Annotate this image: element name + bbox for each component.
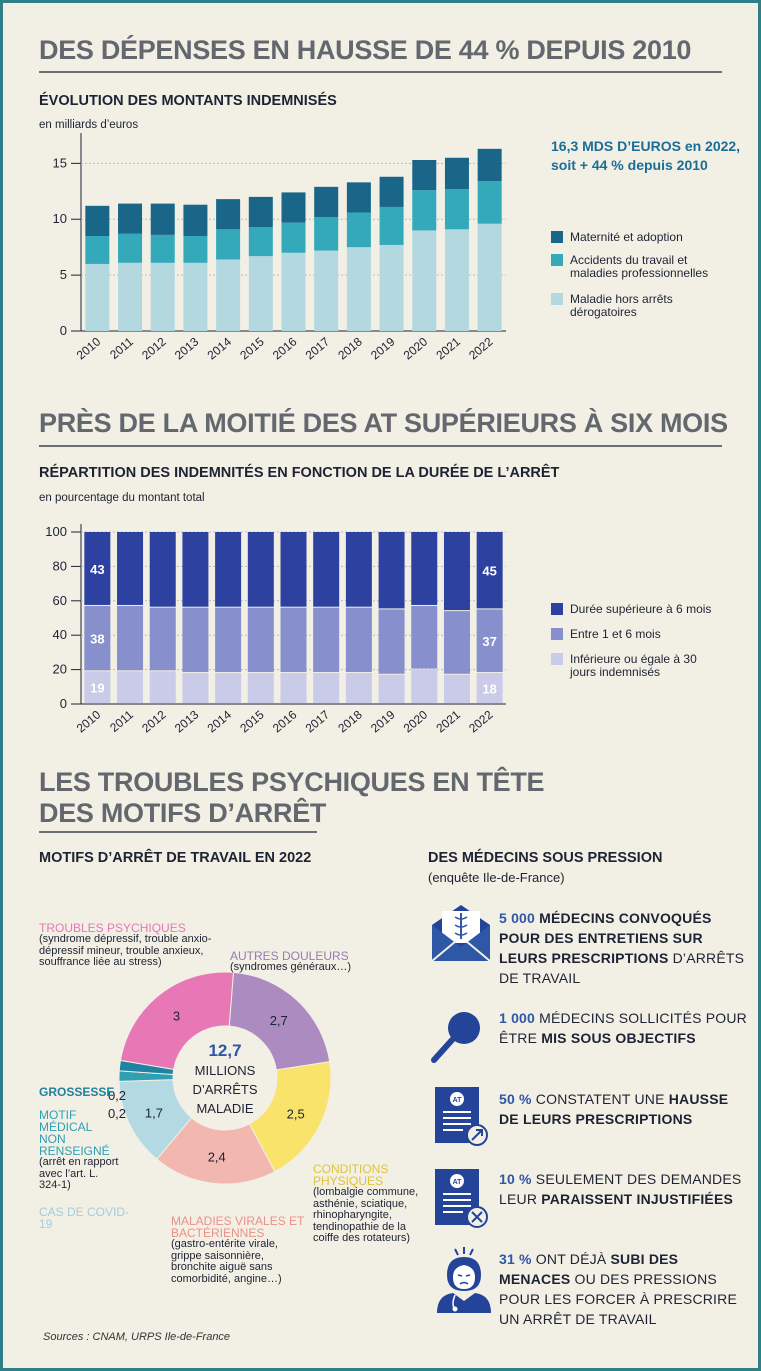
y-tick-label: 100 bbox=[45, 524, 67, 539]
x-tick-label: 2012 bbox=[139, 334, 169, 363]
slice-label: 2,5 bbox=[286, 1106, 305, 1122]
stat-text: MÉDECINS CONVOQUÉS POUR DES ENTRETIENS bbox=[499, 910, 712, 946]
stat-text: D’ARRÊTS DE TRAVAIL bbox=[499, 950, 745, 986]
bar-segment bbox=[313, 608, 339, 672]
x-tick-label: 2020 bbox=[400, 707, 431, 736]
bar-segment bbox=[445, 189, 469, 229]
x-tick-label: 2022 bbox=[466, 334, 496, 363]
bar-segment bbox=[183, 205, 207, 236]
bar-segment bbox=[216, 199, 240, 229]
x-tick-label: 2014 bbox=[204, 334, 235, 363]
label-desc: (syndrome dépressif, trouble anxio-dépressif mineur, trouble anxieux, souffrance liée au stress) bbox=[39, 933, 212, 968]
x-tick-label: 2011 bbox=[107, 707, 136, 735]
label-desc: (lombalgie commune, asthénie, sciatique, rhinopharyngite, tendinopathie de la coiffe des rotateurs) bbox=[313, 1186, 419, 1244]
bar-segment bbox=[314, 187, 338, 217]
section1-title: DES DÉPENSES EN HAUSSE DE 44 % DEPUIS 2010 bbox=[39, 35, 692, 65]
bar-segment bbox=[151, 204, 175, 235]
legend-label: Entre 1 et 6 mois bbox=[570, 627, 661, 641]
stat-emph: MIS SOUS OBJECTIFS bbox=[541, 1030, 696, 1046]
x-tick-label: 2014 bbox=[204, 707, 235, 736]
x-tick-label: 2021 bbox=[433, 334, 463, 363]
stat-convoques bbox=[499, 908, 749, 988]
label-title: TROUBLES PSYCHIQUES bbox=[39, 921, 186, 935]
bar-segment bbox=[216, 259, 240, 331]
x-tick-label: 2017 bbox=[302, 707, 333, 736]
stat-text: ONT DÉJÀ bbox=[531, 1251, 611, 1267]
x-tick-label: 2016 bbox=[269, 334, 300, 363]
bar-segment bbox=[411, 532, 437, 605]
chart1-legend bbox=[551, 231, 751, 331]
slice-label: 0,2 bbox=[107, 1088, 127, 1103]
at-badge: AT bbox=[452, 1097, 462, 1104]
data-label: 38 bbox=[90, 631, 105, 647]
section2-title: PRÈS DE LA MOITIÉ DES AT SUPÉRIEURS À SIX MOIS bbox=[39, 408, 728, 438]
bar-segment bbox=[314, 251, 338, 331]
stat-injustifiees bbox=[499, 1169, 749, 1209]
legend-inf30 bbox=[551, 653, 721, 679]
bar-segment bbox=[282, 253, 306, 331]
bar-segment bbox=[379, 609, 405, 673]
stressed-doctor-icon bbox=[433, 1245, 495, 1315]
slice-label: 2,7 bbox=[269, 1013, 288, 1029]
bar-segment bbox=[347, 182, 371, 212]
bar-segment bbox=[281, 608, 307, 672]
bar-segment bbox=[380, 177, 404, 207]
stat-number: 1 000 bbox=[499, 1010, 536, 1026]
bar-segment bbox=[411, 670, 437, 703]
bar-segment bbox=[117, 671, 143, 703]
at-badge: AT bbox=[452, 1179, 462, 1186]
x-tick-label: 2019 bbox=[368, 334, 398, 363]
x-tick-label: 2017 bbox=[302, 334, 333, 363]
bar-segment bbox=[118, 234, 142, 263]
legend-swatch bbox=[551, 628, 563, 640]
section3-rule bbox=[39, 831, 317, 833]
y-tick-label: 40 bbox=[52, 627, 67, 643]
envelope-caduceus-icon bbox=[428, 903, 494, 963]
legend-maladie bbox=[551, 293, 721, 319]
bar-segment bbox=[445, 229, 469, 331]
label-grossesse bbox=[39, 1086, 139, 1098]
y-tick-label: 5 bbox=[59, 267, 67, 283]
bar-segment bbox=[249, 197, 273, 227]
slice-label: 1,7 bbox=[144, 1105, 163, 1121]
label-title: GROSSESSE bbox=[39, 1085, 115, 1099]
bar-segment bbox=[445, 158, 469, 189]
bar-segment bbox=[151, 263, 175, 331]
bar-segment bbox=[117, 532, 143, 605]
x-tick-label: 2018 bbox=[335, 707, 365, 736]
legend-accidents bbox=[551, 254, 731, 280]
legend-swatch bbox=[551, 293, 563, 305]
stat-number: 10 % bbox=[499, 1171, 532, 1187]
bar-segment bbox=[183, 263, 207, 331]
x-tick-label: 2016 bbox=[269, 707, 300, 736]
bar-segment bbox=[379, 532, 405, 608]
legend-label: Maladie hors arrêts dérogatoires bbox=[570, 292, 673, 319]
label-motif-medical bbox=[39, 1109, 119, 1192]
label-covid bbox=[39, 1206, 129, 1230]
data-label: 37 bbox=[482, 634, 497, 650]
bar-segment bbox=[249, 256, 273, 331]
bar-segment bbox=[380, 207, 404, 245]
data-label: 43 bbox=[90, 561, 105, 577]
legend-label: Inférieure ou égale à 30 jours indemnisés bbox=[570, 652, 697, 679]
section2-rule bbox=[39, 445, 722, 447]
bar-segment bbox=[478, 224, 502, 331]
legend-label: Maternité et adoption bbox=[570, 230, 683, 244]
magnifier-icon bbox=[428, 1008, 488, 1068]
stat-text: OU DES PRESSIONS POUR LES FORCER À PRESCRIRE UN ARRÊT DE TRAVAIL bbox=[499, 1271, 737, 1327]
bar-segment bbox=[150, 671, 176, 703]
bar-segment bbox=[346, 608, 372, 672]
x-tick-label: 2010 bbox=[73, 334, 104, 363]
legend-sup6 bbox=[551, 603, 711, 616]
bar-segment bbox=[412, 230, 436, 331]
chart2-stacked-bars bbox=[33, 508, 513, 753]
donut-center-value: 12,7 bbox=[208, 1041, 242, 1060]
bar-segment bbox=[249, 227, 273, 256]
label-desc: (arrêt en rapport avec l’art. L. 324-1) bbox=[39, 1156, 119, 1191]
label-title: MOTIF MÉDICAL NON RENSEIGNÉ bbox=[39, 1108, 110, 1158]
donut-center-line: MILLIONS bbox=[194, 1063, 256, 1078]
bar-segment bbox=[248, 608, 274, 672]
bar-segment bbox=[118, 204, 142, 234]
x-tick-label: 2015 bbox=[237, 707, 267, 736]
stat-number: 5 000 bbox=[499, 910, 536, 926]
sources: Sources : CNAM, URPS Ile-de-France bbox=[43, 1331, 231, 1343]
bar-segment bbox=[182, 673, 208, 703]
section1-rule bbox=[39, 71, 722, 73]
x-tick-label: 2022 bbox=[466, 707, 496, 736]
y-tick-label: 80 bbox=[52, 558, 67, 574]
chart2-title: RÉPARTITION DES INDEMNITÉS EN FONCTION DE LA DURÉE DE L’ARRÊT bbox=[39, 465, 560, 481]
data-label: 18 bbox=[482, 681, 497, 697]
x-tick-label: 2015 bbox=[237, 334, 267, 363]
stat-emph: HAUSSE DE LEURS PRESCRIPTIONS bbox=[499, 1091, 729, 1127]
legend-label: Accidents du travail et maladies professionnelles bbox=[570, 253, 709, 280]
slice-label: 0,2 bbox=[107, 1106, 127, 1121]
x-tick-label: 2019 bbox=[368, 707, 398, 736]
bar-segment bbox=[412, 190, 436, 230]
legend-swatch bbox=[551, 231, 563, 243]
x-tick-label: 2013 bbox=[171, 334, 202, 363]
x-tick-label: 2012 bbox=[139, 707, 169, 736]
y-tick-label: 10 bbox=[52, 211, 67, 227]
bar-segment bbox=[215, 673, 241, 703]
legend-label: Durée supérieure à 6 mois bbox=[570, 602, 712, 616]
medecins-subtitle: (enquête Ile-de-France) bbox=[428, 870, 565, 885]
medecins-title: DES MÉDECINS SOUS PRESSION bbox=[428, 850, 663, 866]
section3-title-line2: DES MOTIFS D’ARRÊT bbox=[39, 798, 327, 828]
y-tick-label: 0 bbox=[59, 323, 67, 338]
legend-1-6 bbox=[551, 628, 661, 641]
label-autres-douleurs bbox=[230, 950, 380, 974]
chart1-unit: en milliards d’euros bbox=[39, 119, 139, 131]
bar-segment bbox=[282, 192, 306, 222]
stat-text: SEULEMENT DES DEMANDES LEUR bbox=[499, 1171, 742, 1207]
stat-emph: SUBI DES MENACES bbox=[499, 1251, 679, 1287]
label-desc: (syndromes généraux…) bbox=[230, 961, 352, 973]
chart1-stacked-bars bbox=[33, 133, 513, 378]
bar-segment bbox=[151, 235, 175, 263]
data-label: 45 bbox=[482, 563, 497, 579]
bar-segment bbox=[411, 606, 437, 669]
label-title: MALADIES VIRALES ET BACTÉRIENNES bbox=[171, 1214, 305, 1240]
bar-segment bbox=[478, 181, 502, 223]
section3-title-line1: LES TROUBLES PSYCHIQUES EN TÊTE bbox=[39, 767, 545, 797]
bar-segment bbox=[444, 611, 470, 674]
stat-menaces bbox=[499, 1249, 749, 1329]
slice-label: 2,4 bbox=[207, 1149, 226, 1165]
bar-segment bbox=[313, 673, 339, 703]
donut-center-line: D’ARRÊTS bbox=[192, 1082, 258, 1097]
bar-segment bbox=[444, 675, 470, 703]
bar-segment bbox=[182, 532, 208, 607]
legend-maternite bbox=[551, 231, 683, 244]
stat-number: 50 % bbox=[499, 1091, 532, 1107]
bar-segment bbox=[412, 160, 436, 190]
bar-segment bbox=[347, 213, 371, 248]
bar-segment bbox=[444, 532, 470, 610]
bar-segment bbox=[346, 673, 372, 703]
label-desc: (gastro-entérite virale, grippe saisonnière, bronchite aiguë sans comorbidité, angine…) bbox=[171, 1238, 282, 1285]
bar-segment bbox=[379, 675, 405, 703]
label-troubles-psychiques bbox=[39, 922, 239, 969]
x-tick-label: 2021 bbox=[433, 707, 463, 736]
legend-swatch bbox=[551, 653, 563, 665]
legend-swatch bbox=[551, 603, 563, 615]
bar-segment bbox=[183, 236, 207, 263]
chart3-title: MOTIFS D’ARRÊT DE TRAVAIL EN 2022 bbox=[39, 850, 312, 866]
stat-number: 31 % bbox=[499, 1251, 532, 1267]
label-maladies-virales bbox=[171, 1215, 311, 1285]
bar-segment bbox=[347, 247, 371, 331]
bar-segment bbox=[478, 149, 502, 181]
donut-center-line: MALADIE bbox=[196, 1101, 254, 1116]
document-upward-icon bbox=[433, 1085, 493, 1147]
bar-segment bbox=[314, 217, 338, 251]
bar-segment bbox=[281, 532, 307, 607]
chart1-title: ÉVOLUTION DES MONTANTS INDEMNISÉS bbox=[39, 93, 337, 109]
label-title: AUTRES DOULEURS bbox=[230, 949, 349, 963]
chart2-legend bbox=[551, 603, 751, 683]
bar-segment bbox=[215, 532, 241, 607]
x-tick-label: 2013 bbox=[171, 707, 202, 736]
bar-segment bbox=[215, 608, 241, 672]
slice-label: 3 bbox=[172, 1008, 181, 1024]
bar-segment bbox=[380, 245, 404, 331]
bar-segment bbox=[150, 532, 176, 607]
legend-swatch bbox=[551, 254, 563, 266]
x-tick-label: 2018 bbox=[335, 334, 365, 363]
bar-segment bbox=[150, 608, 176, 671]
stat-text: MÉDECINS SOLLICITÉS POUR ÊTRE bbox=[499, 1010, 747, 1046]
bar-segment bbox=[281, 673, 307, 703]
bar-segment bbox=[346, 532, 372, 607]
y-tick-label: 60 bbox=[52, 592, 67, 608]
bar-segment bbox=[85, 236, 109, 264]
chart2-unit: en pourcentage du montant total bbox=[39, 492, 205, 504]
label-title: CAS DE COVID-19 bbox=[39, 1205, 130, 1231]
bar-segment bbox=[216, 229, 240, 259]
label-title: CONDITIONS PHYSIQUES bbox=[313, 1162, 389, 1188]
y-tick-label: 0 bbox=[59, 696, 67, 711]
bar-segment bbox=[117, 606, 143, 670]
x-tick-label: 2010 bbox=[73, 707, 104, 736]
stat-sollicites bbox=[499, 1008, 749, 1048]
bar-segment bbox=[85, 206, 109, 236]
y-tick-label: 15 bbox=[52, 155, 67, 171]
chart1-callout: 16,3 MDS D’EUROS en 2022, soit + 44 % depuis 2010 bbox=[551, 138, 741, 173]
stat-hausse bbox=[499, 1089, 749, 1129]
document-rejected-icon bbox=[433, 1167, 493, 1229]
y-tick-label: 20 bbox=[52, 661, 67, 677]
bar-segment bbox=[85, 264, 109, 331]
stat-emph: SUR LEURS PRESCRIPTIONS bbox=[499, 930, 703, 966]
bar-segment bbox=[248, 673, 274, 703]
bar-segment bbox=[248, 532, 274, 607]
data-label: 19 bbox=[90, 680, 105, 696]
label-conditions-physiques bbox=[313, 1163, 423, 1245]
bar-segment bbox=[118, 263, 142, 331]
bar-segment bbox=[313, 532, 339, 607]
x-tick-label: 2011 bbox=[107, 334, 136, 362]
stat-text: CONSTATENT UNE bbox=[531, 1091, 669, 1107]
x-tick-label: 2020 bbox=[400, 334, 431, 363]
bar-segment bbox=[182, 608, 208, 672]
stat-emph: PARAISSENT INJUSTIFIÉES bbox=[541, 1191, 734, 1207]
bar-segment bbox=[282, 223, 306, 253]
